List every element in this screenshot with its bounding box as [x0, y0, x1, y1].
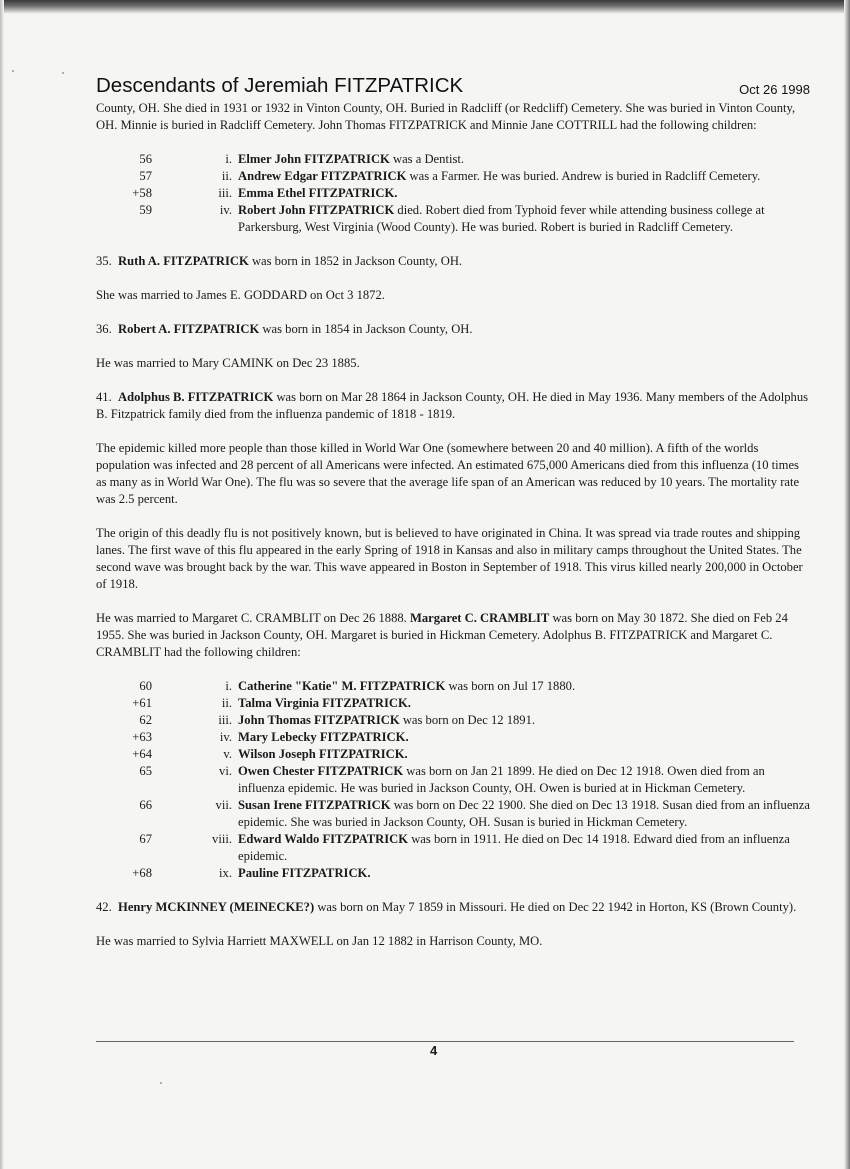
child-detail: was born on Jul 17 1880.: [445, 679, 576, 693]
child-detail: was born on Dec 22 1900. She died on Dec 13 1918. Susan died from an influenza epidemic. She was buried in Jackson County, OH. Susan is buried in Hickman Cemetery.: [238, 798, 810, 829]
child-roman: iii.: [218, 713, 232, 727]
page-body: [96, 100, 810, 950]
child-roman: viii.: [212, 832, 232, 846]
child-text: [238, 151, 810, 168]
child-name: Andrew Edgar FITZPATRICK: [238, 169, 407, 183]
child-name: John Thomas FITZPATRICK: [238, 713, 400, 727]
child-name: Mary Lebecky FITZPATRICK.: [238, 730, 409, 744]
child-row: [96, 678, 810, 695]
child-detail: was born on Jan 21 1899. He died on Dec 12 1918. Owen died from an influenza epidemic. He was buried in Jackson County, OH. Owen is buried at in Hickman Cemetery.: [238, 764, 765, 795]
child-row: [96, 746, 810, 763]
child-name: Susan Irene FITZPATRICK: [238, 798, 391, 812]
child-text: [238, 746, 810, 763]
child-number: 65: [139, 764, 152, 778]
child-roman: ix.: [219, 866, 232, 880]
child-detail: was born in 1911. He died on Dec 14 1918. Edward died from an influenza epidemic.: [238, 832, 790, 863]
child-text: [238, 729, 810, 746]
child-number: 66: [139, 798, 152, 812]
scan-right-edge: [844, 0, 850, 1169]
child-roman: ii.: [221, 696, 232, 710]
entry-number: 42.: [96, 900, 112, 914]
child-name: Edward Waldo FITZPATRICK: [238, 832, 409, 846]
child-name: Owen Chester FITZPATRICK: [238, 764, 404, 778]
child-roman: v.: [223, 747, 232, 761]
entry-number: 35.: [96, 254, 112, 268]
entry-36-marriage: He was married to Mary CAMINK on Dec 23 1885.: [96, 356, 360, 370]
child-row: [96, 202, 810, 236]
child-text: [238, 695, 810, 712]
child-text: [238, 831, 810, 865]
child-number: 57: [139, 169, 152, 183]
child-text: [238, 168, 810, 185]
child-text: [238, 763, 810, 797]
entry-detail: was born on Mar 28 1864 in Jackson County, OH. He died in May 1936. Many members of the Adolphus B. Fitzpatrick family died from the influenza pandemic of 1818 - 1819.: [96, 390, 809, 421]
child-name: Talma Virginia FITZPATRICK.: [238, 696, 411, 710]
spouse-name: Margaret C. CRAMBLIT: [409, 611, 550, 625]
child-number: 56: [139, 152, 152, 166]
child-row: [96, 695, 810, 712]
page-header: [96, 74, 810, 98]
scan-speck: [62, 72, 64, 74]
scan-speck: [12, 70, 14, 72]
child-text: [238, 202, 810, 236]
entry-35: [96, 253, 810, 270]
entry-42-marriage: He was married to Sylvia Harriett MAXWELL on Jan 12 1882 in Harrison County, MO.: [96, 934, 543, 948]
scan-top-edge: [0, 0, 850, 14]
child-roman: iv.: [219, 730, 232, 744]
child-roman: iii.: [218, 186, 232, 200]
child-name: Robert John FITZPATRICK: [238, 203, 395, 217]
child-row: [96, 797, 810, 831]
children-list-2: [96, 678, 810, 882]
child-detail: was a Farmer. He was buried. Andrew is buried in Radcliff Cemetery.: [406, 169, 761, 183]
entry-detail: was born in 1852 in Jackson County, OH.: [248, 254, 463, 268]
child-roman: iv.: [219, 203, 232, 217]
child-row: [96, 185, 810, 202]
child-number: +61: [132, 696, 152, 710]
intro-paragraph: County, OH. She died in 1931 or 1932 in Vinton County, OH. Buried in Radcliff (or Redcliff) Cemetery. She was buried in Vinton County, OH. Minnie is buried in Radcliff Cemetery. John Thomas FITZPATRICK and Minnie Jane COTTRILL had the following children:: [96, 101, 796, 132]
entry-number: 41.: [96, 390, 112, 404]
entry-42: [96, 899, 810, 916]
document-title: Descendants of Jeremiah FITZPATRICK: [96, 74, 464, 97]
flu-origin-paragraph: The origin of this deadly flu is not positively known, but is believed to have originated in China. It was spread via trade routes and shipping lanes. The first wave of this flu appeared in the early Spring of 1918 in Kansas and also in military camps throughout the United States. The second wave was brought back by the war. This wave appeared in Boston in September of 1918. This virus killed nearly 200,000 in October of 1918.: [96, 526, 803, 591]
child-number: 60: [139, 679, 152, 693]
child-name: Catherine "Katie" M. FITZPATRICK: [238, 679, 446, 693]
scan-left-edge: [0, 0, 4, 1169]
entry-41: [96, 389, 810, 423]
child-detail: was a Dentist.: [389, 152, 464, 166]
child-name: Emma Ethel FITZPATRICK.: [238, 186, 398, 200]
footer-divider: [96, 1041, 794, 1042]
entry-35-marriage: She was married to James E. GODDARD on Oct 3 1872.: [96, 288, 385, 302]
entry-36: [96, 321, 810, 338]
entry-name: Ruth A. FITZPATRICK: [118, 254, 249, 268]
entry-name: Adolphus B. FITZPATRICK: [118, 390, 274, 404]
child-row: [96, 865, 810, 882]
child-row: [96, 729, 810, 746]
child-text: [238, 797, 810, 831]
child-number: 62: [139, 713, 152, 727]
child-name: Wilson Joseph FITZPATRICK.: [238, 747, 408, 761]
child-detail: was born on Dec 12 1891.: [399, 713, 536, 727]
entry-name: Henry MCKINNEY (MEINECKE?): [118, 900, 315, 914]
child-text: [238, 678, 810, 695]
child-roman: i.: [225, 679, 232, 693]
page-number: 4: [430, 1043, 438, 1058]
child-roman: vi.: [219, 764, 232, 778]
child-text: [238, 865, 810, 882]
epidemic-paragraph: The epidemic killed more people than those killed in World War One (somewhere between 20 and 40 million). A fifth of the worlds population was infected and 28 percent of all Americans were infected. An estimated 675,000 Americans died from this influenza (10 times as many as in World War One). The flu was so severe that the average life span of an American was reduced by 10 years. The mortality rate was 2.5 percent.: [96, 441, 800, 506]
entry-name: Robert A. FITZPATRICK: [118, 322, 260, 336]
child-name: Pauline FITZPATRICK.: [238, 866, 371, 880]
children-list-1: [96, 151, 810, 236]
entry-detail: was born in 1854 in Jackson County, OH.: [259, 322, 473, 336]
entry-number: 36.: [96, 322, 112, 336]
child-row: [96, 712, 810, 729]
child-text: [238, 185, 810, 202]
document-date: Oct 26 1998: [739, 82, 810, 97]
child-row: [96, 168, 810, 185]
child-number: +58: [132, 186, 152, 200]
child-roman: ii.: [221, 169, 232, 183]
child-detail: died. Robert died from Typhoid fever while attending business college at Parkersburg, West Virginia (Wood County). He was buried. Robert is buried in Radcliff Cemetery.: [238, 203, 765, 234]
child-row: [96, 831, 810, 865]
child-number: 67: [139, 832, 152, 846]
child-number: 59: [139, 203, 152, 217]
scan-speck: [160, 1082, 162, 1084]
child-name: Elmer John FITZPATRICK: [238, 152, 390, 166]
child-number: +63: [132, 730, 152, 744]
child-number: +64: [132, 747, 152, 761]
entry-41-marriage: He was married to Margaret C. CRAMBLIT on Dec 26 1888. Margaret C. CRAMBLIT was born on May 30 1872. She died on Feb 24 1955. She was buried in Jackson County, OH. Margaret is buried in Hickman Cemetery. Adolphus B. FITZPATRICK and Margaret C. CRAMBLIT had the following children:: [96, 611, 788, 659]
child-row: [96, 151, 810, 168]
child-roman: vii.: [215, 798, 232, 812]
child-text: [238, 712, 810, 729]
child-row: [96, 763, 810, 797]
child-roman: i.: [225, 152, 232, 166]
entry-detail: was born on May 7 1859 in Missouri. He died on Dec 22 1942 in Horton, KS (Brown County).: [314, 900, 797, 914]
child-number: +68: [132, 866, 152, 880]
